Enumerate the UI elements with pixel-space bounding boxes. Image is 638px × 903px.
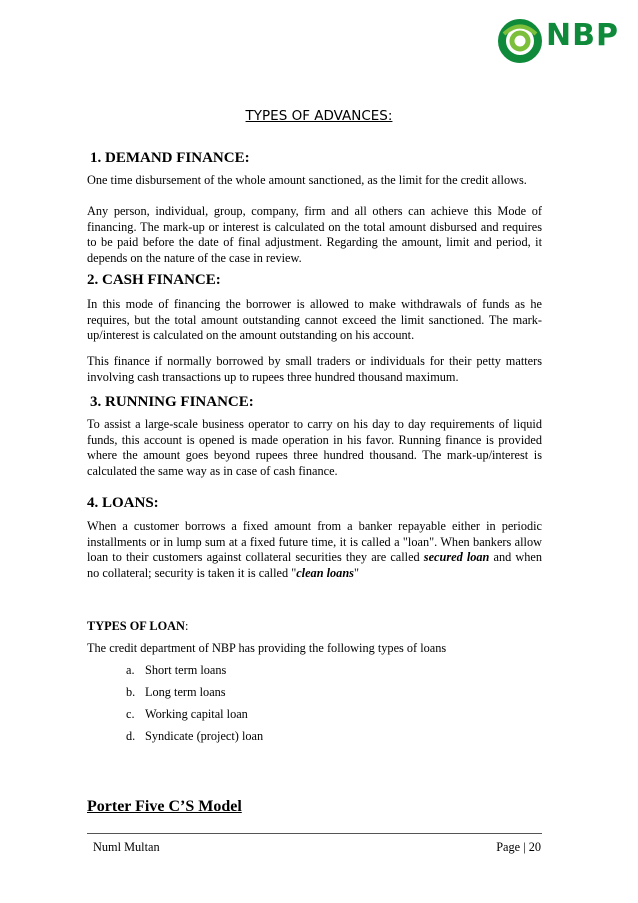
loans-heading: 4. LOANS: xyxy=(87,495,159,511)
types-of-loan-heading xyxy=(87,619,542,635)
cash-finance-para-2: This finance if normally borrowed by small traders or individuals for their petty matters involving cash transactions up to rupees three hundred thousand maximum. xyxy=(87,354,542,384)
types-of-loan-intro: The credit department of NBP has providing the following types of loans xyxy=(87,641,447,655)
page-title: TYPES OF ADVANCES: xyxy=(245,108,393,124)
logo-text: NBP xyxy=(546,18,619,53)
running-finance-para-1: To assist a large-scale business operator to carry on his day to day requirements of liquid funds, this account is opened is made operation in his favor. Running finance is provided where the amount goes beyond rupees three hundred thousand. The mark-up/interest is calculated the same way as in case of cash finance. xyxy=(87,417,542,478)
types-of-loan-colon: : xyxy=(184,619,189,633)
types-of-loan-label: TYPES OF LOAN xyxy=(87,619,185,633)
loans-text-a: When a customer borrows a fixed amount from a banker repayable either in periodic installments or in lump sum at a fixed future time, it is called a "loan". When bankers allow loan to their customers against collateral securities they are called xyxy=(87,519,542,565)
list-item xyxy=(126,707,248,722)
running-finance-heading: 3. RUNNING FINANCE: xyxy=(90,394,254,410)
demand-finance-para-2: Any person, individual, group, company, firm and all others can achieve this Mode of financing. The mark-up or interest is calculated on the total amount disbursed and requires to be paid before the date of final adjustment. Regarding the amount, limit and period, it depends on the nature of the case in review. xyxy=(87,204,542,265)
secured-loan-term: secured loan xyxy=(423,550,490,565)
cash-finance-para-1: In this mode of financing the borrower is allowed to make withdrawals of funds as he requires, but the total amount outstanding cannot exceed the limit sanctioned. The mark-up/interest is calculated on the amount outstanding on his account. xyxy=(87,297,542,343)
list-item xyxy=(126,729,263,744)
page-number: Page | 20 xyxy=(496,840,541,854)
loans-text-b: and when no collateral; security is taken it is called " xyxy=(87,550,543,580)
demand-finance-heading: 1. DEMAND FINANCE: xyxy=(90,150,250,166)
porter-model-heading: Porter Five C’S Model xyxy=(87,798,242,815)
list-text: Syndicate (project) loan xyxy=(145,729,264,743)
clean-loans-term: clean loans xyxy=(296,565,354,580)
cash-finance-heading: 2. CASH FINANCE: xyxy=(87,272,221,288)
loans-text-c: " xyxy=(353,565,359,580)
list-text: Long term loans xyxy=(145,685,226,699)
footer-left: Numl Multan xyxy=(93,840,160,854)
footer-divider xyxy=(87,833,542,834)
list-marker: d. xyxy=(126,729,136,743)
list-marker: b. xyxy=(126,685,136,699)
list-marker: a. xyxy=(126,663,135,677)
list-item xyxy=(126,663,226,678)
demand-finance-para-1: One time disbursement of the whole amount sanctioned, as the limit for the credit allows. xyxy=(87,173,527,187)
list-text: Working capital loan xyxy=(145,707,248,721)
loans-para-1 xyxy=(87,519,542,581)
list-item xyxy=(126,685,226,700)
list-text: Short term loans xyxy=(145,663,227,677)
list-marker: c. xyxy=(126,707,135,721)
